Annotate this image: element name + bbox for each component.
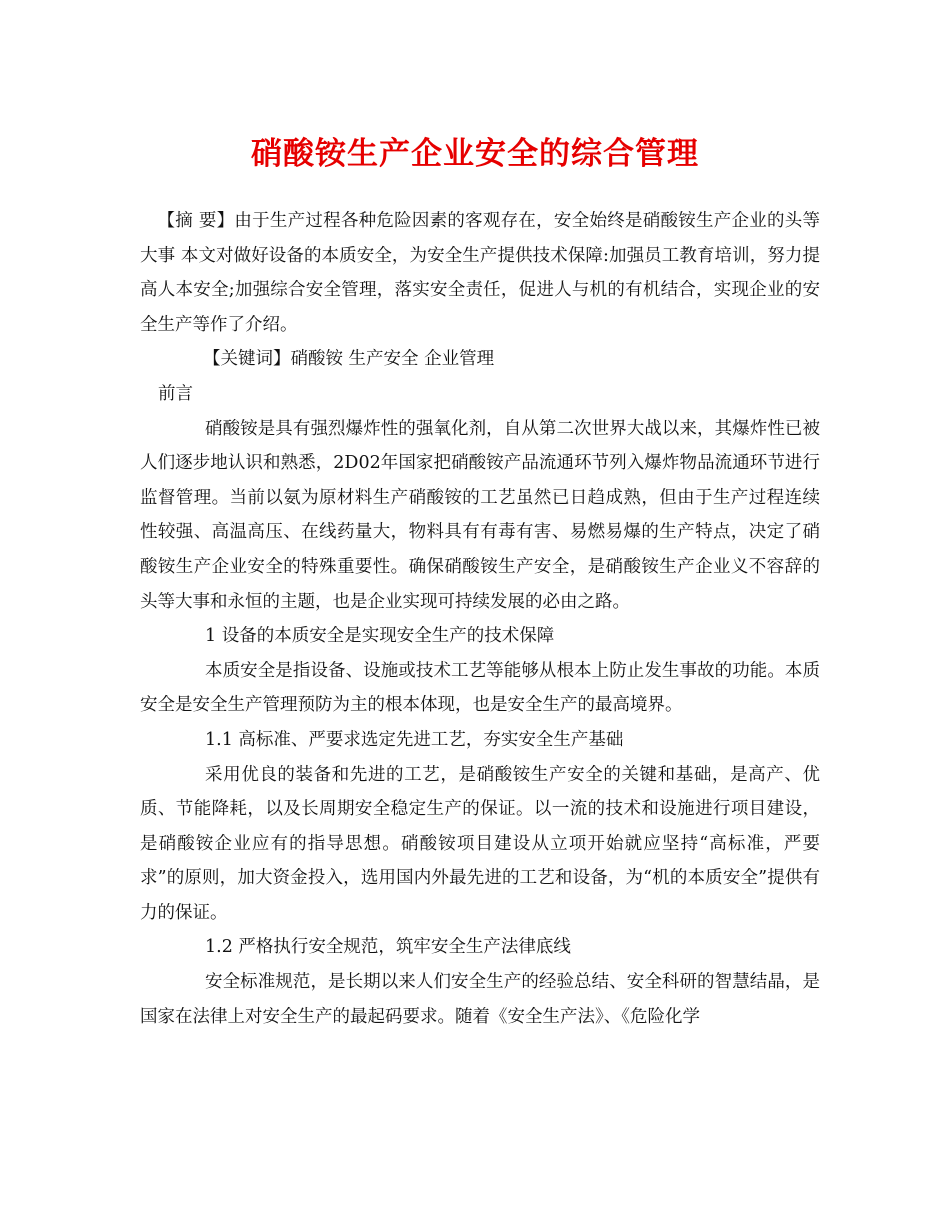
section-1-1-heading: 1.1 高标准、严要求选定先进工艺，夯实安全生产基础 [205,729,624,750]
section-1-heading: 1 设备的本质安全是实现安全生产的技术保障 [205,626,555,647]
section-1-paragraph: 本质安全是指设备、设施或技术工艺等能够从根本上防止发生事故的功能。本质安全是安全生产管理预防为主的根本体现，也是安全生产的最高境界。 [140,660,820,716]
section-1-2-heading: 1.2 严格执行安全规范，筑牢安全生产法律底线 [205,937,571,958]
keywords-line: 【关键词】硝酸铵 生产安全 企业管理 [203,349,495,370]
preface-paragraph: 硝酸铵是具有强烈爆炸性的强氧化剂，自从第二次世界大战以来，其爆炸性已被人们逐步地认识和熟悉，2D02年国家把硝酸铵产品流通环节列入爆炸物品流通环节进行监督管理。当前以氨为原材料生产硝酸铵的工艺虽然已日趋成熟，但由于生产过程连续性较强、高温高压、在线药量大，物料具有有毒有害、易燃易爆的生产特点，决定了硝酸铵生产企业安全的特殊重要性。确保硝酸铵生产安全，是硝酸铵生产企业义不容辞的头等大事和永恒的主题，也是企业实现可持续发展的必由之路。 [140,418,820,612]
section-1-1-paragraph: 采用优良的装备和先进的工艺，是硝酸铵生产安全的关键和基础，是高产、优质、节能降耗，以及长周期安全稳定生产的保证。以一流的技术和设施进行项目建设，是硝酸铵企业应有的指导思想。硝酸铵项目建设从立项开始就应坚持“高标准，严要求”的原则，加大资金投入，选用国内外最先进的工艺和设备，为“机的本质安全”提供有力的保证。 [140,764,820,923]
document-body [140,204,820,1034]
section-1-2-paragraph: 安全标准规范，是长期以来人们安全生产的经验总结、安全科研的智慧结晶，是国家在法律上对安全生产的最起码要求。随着《安全生产法》、《危险化学 [140,972,820,1027]
abstract-paragraph: 【摘 要】由于生产过程各种危险因素的客观存在，安全始终是硝酸铵生产企业的头等大事 本文对做好设备的本质安全，为安全生产提供技术保障:加强员工教育培训，努力提高人本安全;加强综合安全管理，落实安全责任，促进人与机的有机结合，实现企业的安全生产等作了介绍。 [140,211,820,335]
document-title: 硝酸铵生产企业安全的综合管理 [251,136,699,172]
preface-heading: 前言 [158,383,193,404]
